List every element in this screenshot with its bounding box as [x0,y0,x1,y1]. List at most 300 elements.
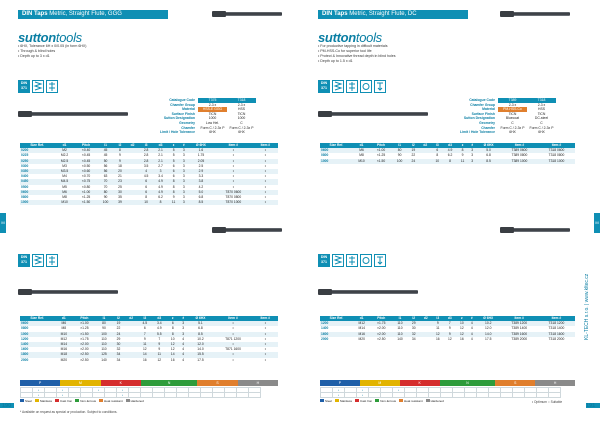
table-cell: • [253,179,278,184]
table-cell: 2000 [321,336,329,341]
column-header: Size Ref. [320,143,353,148]
table-cell: 2000 [21,357,29,362]
table-cell: 0200 [20,148,54,153]
table-cell: 3 [180,169,188,174]
coating-icon [360,254,372,267]
table-cell: ×1.00 [75,190,98,195]
table-cell: 6 [172,163,175,168]
table-cell: M18 [55,352,73,357]
legend-item [375,399,396,403]
column-header: Ø 6HX [188,143,214,148]
table-cell: T870 0800 [225,195,242,200]
column-header: Item # [538,316,575,321]
table-cell: 8.5 [476,159,501,164]
table-cell: ×0.70 [81,174,91,179]
table-cell: ×1.50 [75,200,98,205]
table-cell: 18 [118,163,122,168]
column-header: d1 [55,316,73,321]
legend-label: Hardened [430,399,444,403]
table-cell: ×1.25 [81,195,91,200]
table-cell: 6 [167,321,179,326]
table-cell: 10 [431,159,443,164]
column-header: Ø 6HX [476,143,501,148]
table-cell: 8 [172,184,175,189]
table-cell: 8 [153,200,167,205]
table-cell: M8 [62,195,67,200]
column-header: Size Ref. [20,316,55,321]
table-cell: • [253,148,278,153]
table-cell: 12 [448,336,452,341]
table-cell: 56 [103,163,108,168]
table-cell: M10 [54,200,74,205]
table-cell: 11 [457,159,468,164]
table-cell: 1000 [320,159,353,164]
table-cell: 10 [170,336,175,341]
table-cell: 15.5 [187,352,213,357]
table-cell: T389 1000 [501,159,538,164]
table-cell: 4 [182,357,185,362]
table-cell: 100 [97,200,113,205]
material-group-m: M [360,380,400,386]
material-bar [20,380,278,386]
table-cell: 1000 [20,332,55,337]
page-number: 190 [2,403,12,409]
table-cell: 5.5 [152,332,166,337]
column-header: l3 [138,316,152,321]
table-cell: 4.5 [143,174,149,179]
table-cell: 12 [456,332,468,337]
legend-swatch [75,399,79,402]
table-cell: 5.0 [188,190,214,195]
column-header: d3 [152,316,166,321]
table-cell: M14 [358,326,365,331]
table-cell: 6.8 [198,195,204,200]
legend-label: Heat resistant [104,399,123,403]
column-header: Item # [501,143,538,148]
table-cell: T318 2000 [548,336,565,341]
feature-item: • PM-HSS-Co for superior tool life [318,49,372,53]
table-cell: 30 [114,190,126,195]
column-header: l2 [407,143,419,148]
column-header: Size Ref. [320,316,353,321]
size-table [320,316,575,342]
legend-swatch [426,399,430,402]
table-cell: 110 [392,321,408,326]
table-cell: 3 [182,184,185,189]
table-cell: ×0.50 [81,163,91,168]
legend-label: Heat resistant [404,399,423,403]
table-cell: 1000 [20,200,54,205]
legend-label: Cast Iron [360,399,373,403]
spec-block: Catalogue Code T389 T318 Chamfer Group 2-3 x 2-3 x Material PM-HSS-Co HSS Surface Finish TiCN TiCN Sutton Designation Bluecoat DC-steel Geometry C C Chamfer Form C / 2-3x P Form C / 2-3x P Limit / Hole Tolerance 6HX 6HX [450,98,556,135]
table-cell: T389 2000 [511,336,528,341]
table-cell: 8 [168,179,180,184]
table-cell: T318 1200 [538,321,575,326]
table-cell: ×2.00 [80,347,89,352]
column-header: d3 [444,316,456,321]
table-cell: 34 [116,357,121,362]
feature-item: • Through & blind holes [18,49,56,53]
legend-item [35,399,52,403]
table-cell: • [253,332,278,337]
table-cell: 140 [101,357,107,362]
legend-item [426,399,444,403]
table-cell: 12.0 [485,326,492,331]
table-cell: 6 [168,169,180,174]
column-header: Item # [501,316,538,321]
table-cell: 3 [180,200,188,205]
table-cell: • [214,169,253,174]
table-cell: ×1.75 [371,321,393,326]
material-legend [320,399,444,403]
table-cell: T318 0600 [538,148,575,153]
table-cell: 11 [138,342,152,347]
table-cell: T871 1600 [225,347,241,352]
table-cell: 6 [139,179,153,184]
tap-tool-image [500,228,570,232]
tap-tool-image [500,12,570,16]
column-header: ℓ [180,143,188,148]
depth-icon [374,254,386,267]
table-cell: ×1.25 [376,153,386,158]
table-cell: ×0.75 [75,179,98,184]
table-cell: 1200 [21,336,29,341]
table-cell: • [253,169,278,174]
table-cell: 6 [145,184,148,189]
table-cell: 5.0 [476,148,501,153]
table-cell: 6.2 [158,195,163,200]
table-cell: 35 [118,195,122,200]
material-grid: • • • • • [320,387,561,398]
table-cell: • [264,347,266,352]
table-cell: ×2.50 [377,336,386,341]
table-cell: 6 [431,148,443,153]
column-header: d3 [443,143,457,148]
table-cell: 7 [138,332,152,337]
legend-label: Cast Iron [60,399,73,403]
table-row [320,337,575,342]
table-cell: 0800 [21,195,29,200]
table-cell: 9 [158,347,161,352]
table-cell: 2.8 [139,148,153,153]
table-cell: 16 [170,357,175,362]
size-table [20,316,278,363]
table-cell: 9 [172,195,175,200]
column-header: d2 [419,143,431,148]
table-cell: 110 [96,342,113,347]
footnote: * Available on request as special or production. Subject to conditions. [20,410,118,414]
table-cell: 4.5 [138,321,152,326]
table-cell [419,159,431,164]
table-cell: 4.2 [198,184,204,189]
column-header: d3 [153,143,167,148]
column-header: Pitch [370,143,392,148]
legend-item [126,399,144,403]
material-group-p: P [320,380,360,386]
material-group-n: N [141,380,197,386]
table-cell: 2.05 [188,159,214,164]
table-cell: 24 [407,159,419,164]
table-cell: • [214,321,253,326]
table-cell: • [214,148,253,153]
table-cell: 4.9 [158,184,163,189]
table-cell: M12 [60,336,68,341]
table-cell: 80 [97,190,113,195]
column-header: l2 [114,143,126,148]
table-cell: M10 [55,332,73,337]
table-cell: 3.3 [198,174,204,179]
feature-item: • Depth up to 1.5 x d1 [318,59,353,63]
thread-icon [332,254,344,267]
section-tab: M [0,213,6,233]
material-group-n: N [440,380,496,386]
table-cell: 2.5 [198,163,204,168]
legend-swatch [99,399,103,402]
table-cell: 1600 [320,332,353,337]
flute-icon [46,254,58,267]
tap-dimension-drawing [18,290,118,294]
material-group-p: P [20,380,60,386]
table-cell: 2.1 [153,159,167,164]
table-cell: 9 [119,153,121,158]
feature-item: • For productive tapping in difficult materials [318,44,388,48]
table-cell: 4.9 [153,179,167,184]
table-cell: ×0.45 [75,159,98,164]
table-cell: ×0.80 [81,184,91,189]
table-cell: • [264,153,266,158]
table-cell: 24 [112,332,124,337]
table-cell: 0500 [21,184,29,189]
table-cell: 0800 [321,153,329,158]
table-cell: 9 [444,332,456,337]
table-cell: T318 0800 [548,153,565,158]
table-cell: M20 [358,336,365,341]
table-cell: M4.5 [54,179,74,184]
tap-tool-image [212,12,282,16]
spec-block: Catalogue Code T375 T318 Chamfer Group 2-3 x 2-3 x Material HSS-E GGG HSS Surface Finish TiCN TiCN Sutton Designation 1000 1000 Geometry Low Hel. C Chamfer Form C / 2-3x P Form C / 2-3x P Limit / Hole Tolerance 6HX 6HX [150,98,256,135]
table-cell: 4 [179,352,187,357]
table-cell: 0600 [320,148,353,153]
table-cell: • [232,357,234,362]
coating-icon [360,80,372,93]
table-cell: 90 [103,195,108,200]
table-cell: 100 [392,159,408,164]
table-cell: T870 0600 [214,190,253,195]
table-cell: 2.9 [188,169,214,174]
thread-icon [32,80,44,93]
table-cell [125,358,138,363]
table-cell: 7 [444,321,456,326]
table-cell: 22 [411,153,416,158]
icon-row [318,254,386,267]
table-cell: 63 [103,174,108,179]
table-cell: 0300 [21,163,29,168]
table-cell: • [253,342,278,347]
column-header: l1 [392,143,408,148]
brand-logo: suttontools [318,30,382,45]
right-page [300,0,600,424]
table-cell: 110 [101,336,107,341]
table-cell: 1.75 [197,153,205,158]
table-cell: 2.7 [158,163,163,168]
table-cell: 8.5 [187,332,213,337]
column-header: d1 [54,143,74,148]
table-cell: 10.2 [197,336,204,341]
table-cell: 4 [179,342,187,347]
vertical-website-text: KL-TECH s.r.o. | www.kltec.cz [584,273,590,340]
table-cell: 8 [114,148,126,153]
column-header: l2 [408,316,420,321]
icon-row [18,80,58,93]
table-row [20,358,278,363]
legend-label: Stainless [339,399,353,403]
column-header: l3 [431,143,443,148]
table-cell: T389 1600 [501,332,538,337]
table-cell: 3 [180,148,188,153]
table-cell: • [214,332,253,337]
column-header: d2 [420,316,432,321]
table-cell: 4 [468,332,476,337]
table-cell: • [253,159,278,164]
table-cell: 9 [432,321,444,326]
table-cell: • [253,190,278,195]
table-cell: 3 [180,190,188,195]
tap-dimension-drawing [18,112,128,116]
table-cell: 4.9 [443,148,457,153]
table-cell: 34 [112,352,124,357]
legend-item [55,399,72,403]
table-cell: M12 [353,321,371,326]
table-cell: 1400 [20,342,55,347]
table-cell: • [264,336,266,341]
column-header: l3 [432,316,444,321]
table-cell: 17.5 [485,336,492,341]
table-cell: 9 [448,326,451,331]
din-icon: DIN 371 [318,80,330,93]
legend-swatch [399,399,403,402]
table-cell: M6 [55,321,73,326]
table-cell: 14 [167,352,179,357]
table-cell: 6.8 [198,326,203,331]
feature-item: • Protect & Innovative thread depth in blind holes [318,54,396,58]
legend-swatch [335,399,339,402]
table-cell: M14 [55,342,73,347]
size-table [320,143,575,164]
table-cell [126,200,139,205]
table-cell: M3.5 [54,169,74,174]
table-cell: 16 [142,357,147,362]
table-cell: T389 1400 [511,326,528,331]
table-cell: M4 [62,174,67,179]
depth-icon [374,80,386,93]
column-header: Item # [538,143,575,148]
table-cell: • [214,159,253,164]
legend-item [320,399,332,403]
table-cell: 10 [139,200,153,205]
table-cell: M5 [62,184,67,189]
table-cell: 12 [167,342,179,347]
table-cell: • [264,184,266,189]
table-cell: 56 [97,169,113,174]
flute-icon [46,80,58,93]
table-cell: 6.8 [486,153,491,158]
column-header: Ø 6HX [187,316,213,321]
material-grid: • • • • • • • [20,387,261,398]
table-cell: M10 [353,159,371,164]
table-cell: 80 [96,321,113,326]
table-cell: 32 [408,332,420,337]
table-cell: 22 [116,326,121,331]
table-cell [420,337,432,342]
legend-item [355,399,372,403]
table-cell: 14.0 [197,347,204,352]
table-cell: 21 [118,174,122,179]
table-cell: 11 [152,352,166,357]
table-cell: 80 [392,148,408,153]
material-group-m: M [60,380,100,386]
table-cell: • [253,352,278,357]
page-header: DIN Taps Metric, Straight Flute, GGG [18,10,168,19]
table-cell: 3 [179,321,187,326]
table-cell: 34 [411,336,416,341]
table-cell: 5.1 [187,321,213,326]
table-cell: M8 [61,326,67,331]
table-cell: 30 [411,326,416,331]
legend-swatch [375,399,379,402]
table-row [20,200,278,205]
legend-swatch [126,399,130,402]
column-header: l1 [392,316,408,321]
feature-item: • 6HX, Tolerance 6H x 0/0.05 (in form 6HX) [18,44,87,48]
table-cell: ×2.50 [80,357,89,362]
table-cell: 20 [114,169,126,174]
table-cell: 90 [102,326,106,331]
table-cell: 11 [168,200,180,205]
table-cell: 110 [392,332,408,337]
table-cell: 8 [171,326,174,331]
table-cell: 8 [168,190,180,195]
table-cell: 0800 [21,326,29,331]
table-cell: T389 0600 [501,148,538,153]
table-cell: 8 [443,159,457,164]
column-header: l3 [139,143,153,148]
din-icon: DIN 371 [18,254,30,267]
table-cell: ×1.50 [73,332,96,337]
table-cell: 12 [460,326,464,331]
table-cell: M3 [62,163,67,168]
table-cell: 140 [397,336,403,341]
table-cell: ×0.45 [81,153,91,158]
table-cell: 3.4 [152,321,166,326]
tap-tool-image [212,228,282,232]
table-cell: • [264,326,266,331]
material-group-s: S [197,380,237,386]
table-cell: 9 [152,342,166,347]
table-cell: 8 [457,148,468,153]
table-cell: T389 0800 [511,153,528,158]
legend-label: Non-ferrous [380,399,397,403]
table-cell: T318 1000 [538,159,575,164]
table-cell: 3 [471,153,474,158]
table-cell: 4 [182,347,185,352]
table-cell: 10 [456,321,468,326]
table-cell: 2.8 [143,153,149,158]
tap-dimension-drawing [318,290,418,294]
table-cell: 19 [112,321,124,326]
table-cell: 3 [180,179,188,184]
table-cell: 14.0 [476,332,501,337]
material-group-k: K [400,380,440,386]
